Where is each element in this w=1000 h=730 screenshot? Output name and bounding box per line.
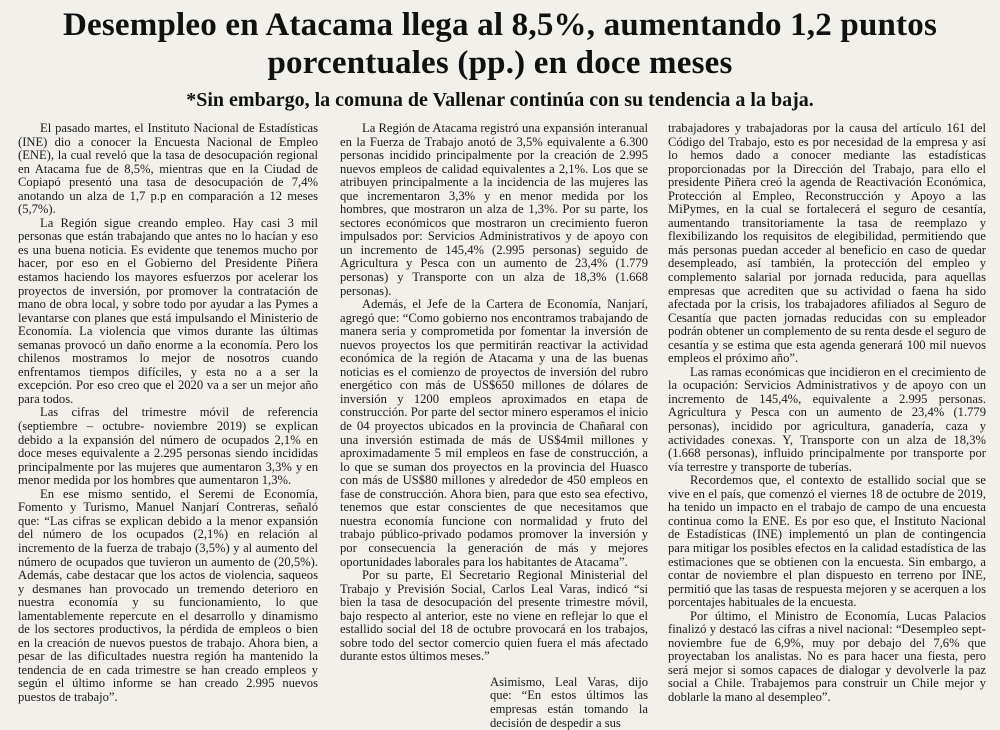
article-column-3 bbox=[668, 121, 986, 704]
paragraph: Además, el Jefe de la Cartera de Economía, Nanjarí, agregó que: “Como gobierno nos encontramos trabajando de manera seria y comprometida por fomentar la inversión de nuevos proyectos los que permitirán reactivar la actividad económica de la región de Atacama y una de las buenas noticias es el comienzo de proyectos de inversión del rubro energético con más de US$650 millones de dólares de inversión y 1200 empleos aproximados en etapa de construcción. Por parte del sector minero esperamos el inicio de 04 proyectos ubicados en la provincia de Chañaral con una inversión estimada de más de US$4mil millones y aproximadamente 5 mil empleos en fase de construcción, a lo que se suman dos proyectos en la provincia del Huasco con más de US$80 millones y alrededor de 450 empleos en fase de construcción. Ahora bien, para que esto sea efectivo, tenemos que estar conscientes de que necesitamos que nuestra economía funcione con normalidad y fruto del trabajo público-privado podamos promover la inversión y por consecuencia la generación de más y mejores oportunidades laborales para los habitantes de Atacama”. bbox=[340, 297, 648, 569]
paragraph: Recordemos que, el contexto de estallido social que se vive en el país, que comenzó el viernes 18 de octubre de 2019, ha tenido un impacto en el trabajo de campo de una encuesta continua como la ENE. Es por eso que, el Instituto Nacional de Estadísticas (INE) implementó un plan de contingencia para mitigar los posibles efectos en la calidad estadística de las estimaciones que se obtienen con la encuesta. Sin embargo, a contar de noviembre el plan dispuesto en terreno por INE, permitió que las tasas de respuesta mejoren y se acerquen a los porcentajes habituales de la encuesta. bbox=[668, 473, 986, 610]
article-subheadline: *Sin embargo, la comuna de Vallenar continúa con su tendencia a la baja. bbox=[186, 89, 814, 111]
article-column-2 bbox=[340, 121, 648, 730]
paragraph: El pasado martes, el Instituto Nacional de Estadísticas (INE) dio a conocer la Encuesta Nacional de Empleo (ENE), la cual reveló que la tasa de desocupación regional en Atacama fue de 8,5%, mientras que en la Ciudad de Copiapó presentó una tasa de desocupación de 7,4% anotando un alza de 1,7 p.p en comparación a 12 meses (5,7%). bbox=[18, 121, 318, 217]
paragraph: Asimismo, Leal Varas, dijo que: “En estos últimos las empresas están tomando la decisión de despedir a sus bbox=[490, 674, 648, 730]
article-headline: Desempleo en Atacama llega al 8,5%, aumentando 1,2 puntos porcentuales (pp.) en doce meses bbox=[63, 7, 937, 81]
paragraph: Por su parte, El Secretario Regional Ministerial del Trabajo y Previsión Social, Carlos Leal Varas, indicó “si bien la tasa de desocupación del presente trimestre móvil, bajo respecto al anterior, este no viene en reflejar lo que el estallido social del 18 de octubre provocará en los trabajos, sobre todo del sector comercio quien fuera el más afectado durante estos últimos meses.” bbox=[340, 568, 648, 664]
paragraph: La Región de Atacama registró una expansión interanual en la Fuerza de Trabajo anotó de 3,5% equivalente a 6.300 personas incidido principalmente por la creación de 2.995 nuevos empleos de calidad equivalentes a 2,1%. Los que se atribuyen principalmente a la incidencia de las mujeres las que incrementaron 3,3% y en menor medida por los hombres, que mostraron un alza de 1,3%. Por su parte, los sectores económicos que mostraron un crecimiento fueron impulsados por: Servicios Administrativos y de apoyo con un incremento de 145,4% (2.995 personas) seguido de Agricultura y Pesca con un aumento de 23,4% (1.779 personas) y Transporte con un alza de 18,3% (1.668 personas). bbox=[340, 121, 648, 298]
paragraph: La Región sigue creando empleo. Hay casi 3 mil personas que están trabajando que antes no lo hacían y eso es una buena noticia. Es evidente que tenemos mucho por hacer, por eso en el Gobierno del Presidente Piñera estamos haciendo los mayores esfuerzos por acelerar los proyectos de inversión, por promover la contratación de mano de obra local, y sobre todo por ayudar a las Pymes a levantarse con planes que está impulsando el Ministerio de Economía. La violencia que vimos durante las últimas semanas provocó un daño enorme a la economía. Pero los chilenos mostramos lo mejor de nosotros cuando enfrentamos tiempos difíciles, y esta no a a ser la excepción. Por eso creo que el 2020 va a ser un mejor año para todos. bbox=[18, 215, 318, 406]
paragraph: Las ramas económicas que incidieron en el crecimiento de la ocupación: Servicios Administrativos y de apoyo con un incremento de 145,4%, equivalente a 2.995 personas. Agricultura y Pesca con un aumento de 23,4% (1.779 personas), incidido por agricultura, ganadería, caza y actividades conexas. Y, Transporte con un alza de 18,3% (1.668 personas), influido principalmente por transporte por vía terrestre y transporte de tuberías. bbox=[668, 364, 986, 474]
paragraph: Las cifras del trimestre móvil de referencia (septiembre – octubre- noviembre 2019) se explican debido a la expansión del número de ocupados 2,1% en doce meses equivalente a 2.295 personas siendo incididas principalmente por las mujeres que aumentaron 3,3% y en menor medida por los hombres que aumentaron 1,3%. bbox=[18, 405, 318, 488]
paragraph: En ese mismo sentido, el Seremi de Economía, Fomento y Turismo, Manuel Nanjarí Contreras, señaló que: “Las cifras se explican debido a la menor expansión del número de los ocupados (2,1%) en relación al incremento de la fuerza de trabajo (3,5%) y al aumento del número de ocupados que tuvieron un aumento de (20,5%). Además, cabe destacar que los actos de violencia, saqueos y desmanes han provocado un tremendo deterioro en nuestra economía y su funcionamiento, lo que lamentablemente repercute en el desarrollo y dinamismo de los sectores productivos, la pérdida de empleos o bien en la creación de nuevos puestos de trabajo. Ahora bien, a pesar de las dificultades nuestra región ha mantenido la tendencia de en cada trimestre se han creado empleos y según el último informe se han creado 2.995 nuevos puestos de trabajo”. bbox=[18, 486, 318, 704]
paragraph: trabajadores y trabajadoras por la causa del artículo 161 del Código del Trabajo, esto es por necesidad de la empresa y así lo hemos dado a conocer mediante las estadísticas proporcionadas por la Dirección del Trabajo, para ello el presidente Piñera creó la agenda de Reactivación Económica, Protección al Empleo, Reconstrucción y Apoyo a las MiPymes, en la cual se fortalecerá el seguro de cesantía, aumentando transitoriamente la tasa de reemplazo y flexibilizando los requisitos de elegibilidad, permitiendo que más personas puedan acceder al beneficio en caso de quedar desempleado, así también, la protección del empleo y complemento salarial por jornada reducida, para aquellas empresas que acrediten que su actividad o faena ha sido afectada por la crisis, los trabajadores afiliados al Seguro de Cesantía que pacten jornadas reducidas con su empleador podrán obtener un complemento de su renta desde el seguro de cesantía y se estima que esta agenda generará 100 mil nuevos empleos el próximo año”. bbox=[668, 121, 986, 366]
article-column-1 bbox=[18, 121, 318, 704]
paragraph: Por último, el Ministro de Economía, Lucas Palacios finalizó y destacó las cifras a nivel nacional: “Desempleo sept-noviembre fue de 6,9%, muy por debajo del 7,6% que proyectaban los analistas. No es para hacer una fiesta, pero será mejor si somos capaces de dialogar y devolverle la paz social a Chile. Trabajemos para construir un Chile mejor y doblarle la mano al desempleo”. bbox=[668, 608, 986, 704]
